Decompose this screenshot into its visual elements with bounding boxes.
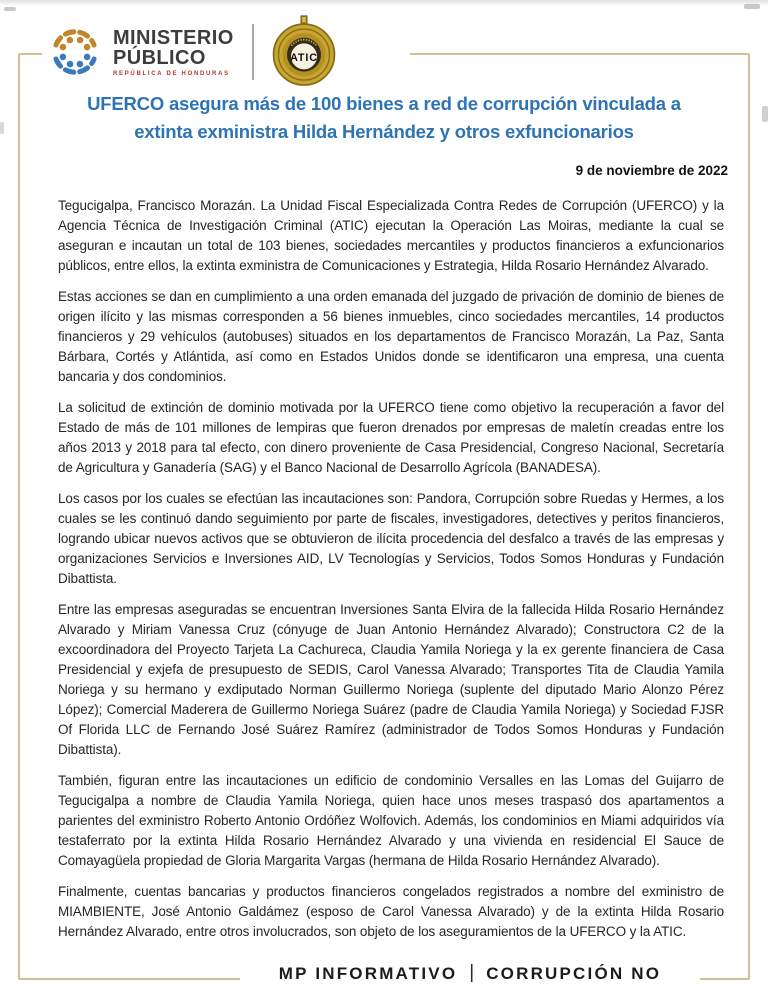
scan-artifact bbox=[0, 0, 768, 7]
footer-left-label: MP INFORMATIVO bbox=[278, 964, 458, 983]
org-name-line2: PÚBLICO bbox=[113, 46, 206, 69]
scan-artifact bbox=[0, 122, 4, 134]
org-subtitle: REPÚBLICA DE HONDURAS bbox=[113, 70, 230, 77]
body-paragraph: Los casos por los cuales se efectúan las incautaciones son: Pandora, Corrupción sobre Ruedas y Hermes, a los cuales se les continuó dando seguimiento por parte de fiscales, investigadores, detectives y peritos financieros, logrando ubicar nuevos activos que se obtuvieron de ilícita procedencia del desfalco a través de las empresas y organizaciones Servicios e Inversiones AID, LV Tecnologías y Servicios, Todos Somos Honduras y Fundación Dibattista. bbox=[58, 491, 724, 586]
org-name-line1: MINISTERIO bbox=[113, 26, 234, 49]
document-date: 9 de noviembre de 2022 bbox=[575, 163, 728, 178]
body-paragraph: Entre las empresas aseguradas se encuentran Inversiones Santa Elvira de la fallecida Hilda Rosario Hernández Alvarado y Miriam Vanessa Cruz (cónyuge de Juan Antonio Hernández Alvarado); Constructora C2 de la excoordinadora del Proyecto Tarjeta La Cachureca, Claudia Yamila Noriega y la ex gerente financiera de Casa Presidencial y exjefa de presupuesto de SEDIS, Carol Vanessa Alvarado; Transportes Tita de Claudia Yamila Noriega y su hermano y exdiputado Norman Guillermo Noriega (suplente del diputado Mario Alonzo Pérez López); Comercial Maderera de Guillermo Noriega Suárez (padre de Claudia Yamila Noriega) y Sociedad FJSR Of Florida LLC de Fernando José Suárez Ramírez (administrador de Todos Somos Honduras y Fundación Dibattista). bbox=[58, 602, 724, 757]
atic-badge-icon bbox=[270, 13, 338, 89]
body-paragraph: Finalmente, cuentas bancarias y productos financieros congelados registrados a nombre del exministro de MIAMBIENTE, José Antonio Galdámez (esposo de Carol Vanessa Alvarado) y de la extinta Hilda Rosario Hernández Alvarado, entre otros involucrados, son objeto de los aseguramientos de la UFERCO y la ATIC. bbox=[58, 884, 724, 939]
page-title-line1: UFERCO asegura más de 100 bienes a red de corrupción vinculada a bbox=[87, 93, 681, 114]
ministerio-publico-logo-icon bbox=[46, 23, 104, 81]
document-body bbox=[58, 196, 724, 953]
body-paragraph: Tegucigalpa, Francisco Morazán. La Unidad Fiscal Especializada Contra Redes de Corrupción (UFERCO) y la Agencia Técnica de Investigación Criminal (ATIC) ejecutan la Operación Las Moiras, mediante la cual se aseguran e incautan un total de 103 bienes, sociedades mercantiles y productos financieros a exfuncionarios públicos, entre ellos, la extinta exministra de Comunicaciones y Estrategia, Hilda Rosario Hernández Alvarado. bbox=[58, 198, 724, 273]
scan-artifact bbox=[762, 106, 768, 122]
document-footer bbox=[240, 952, 700, 996]
footer-right-label: CORRUPCIÓN NO bbox=[486, 964, 662, 983]
page-title-line2: extinta exministra Hilda Hernández y otros exfuncionarios bbox=[134, 121, 634, 142]
org-name-block bbox=[113, 28, 234, 77]
scan-artifact bbox=[744, 4, 760, 9]
body-paragraph: La solicitud de extinción de dominio motivada por la UFERCO tiene como objetivo la recuperación a favor del Estado de más de 101 millones de lempiras que fueron drenados por empresas de maletín creadas entre los años 2013 y 2018 para tal efecto, con dinero proveniente de Casa Presidencial, Congreso Nacional, Secretaría de Agricultura y Ganadería (SAG) y el Banco Nacional de Desarrollo Agrícola (BANADESA). bbox=[58, 400, 724, 475]
document-header bbox=[42, 12, 410, 92]
header-divider bbox=[252, 24, 254, 80]
body-paragraph: También, figuran entre las incautaciones un edificio de condominio Versalles en las Lomas del Guijarro de Tegucigalpa a nombre de Claudia Yamila Noriega, quien hace unos meses traspasó dos apartamentos a parientes del exministro Roberto Antonio Ordóñez Wolfovich. Además, los condominios en Miami adquiridos vía testaferrato por la extinta Hilda Rosario Hernández Alvarado y una vivienda en residencial El Sauce de Comayagüela propiedad de Gloria Margarita Vargas (hermana de Hilda Rosario Hernández Alvarado). bbox=[58, 773, 724, 868]
page-title bbox=[40, 90, 728, 146]
footer-separator: | bbox=[469, 962, 475, 983]
svg-text:ATIC: ATIC bbox=[289, 51, 318, 64]
body-paragraph: Estas acciones se dan en cumplimiento a una orden emanada del juzgado de privación de dominio de bienes de origen ilícito y las mismas corresponden a 56 bienes inmuebles, cinco sociedades mercantiles, 14 productos financieros y 29 vehículos (autobuses) situados en los departamentos de Francisco Morazán, La Paz, Santa Bárbara, Cortés y Atlántida, así como en Estados Unidos donde se identificaron una empresa, una cuenta bancaria y dos condominios. bbox=[58, 289, 724, 384]
scan-artifact bbox=[4, 7, 16, 11]
